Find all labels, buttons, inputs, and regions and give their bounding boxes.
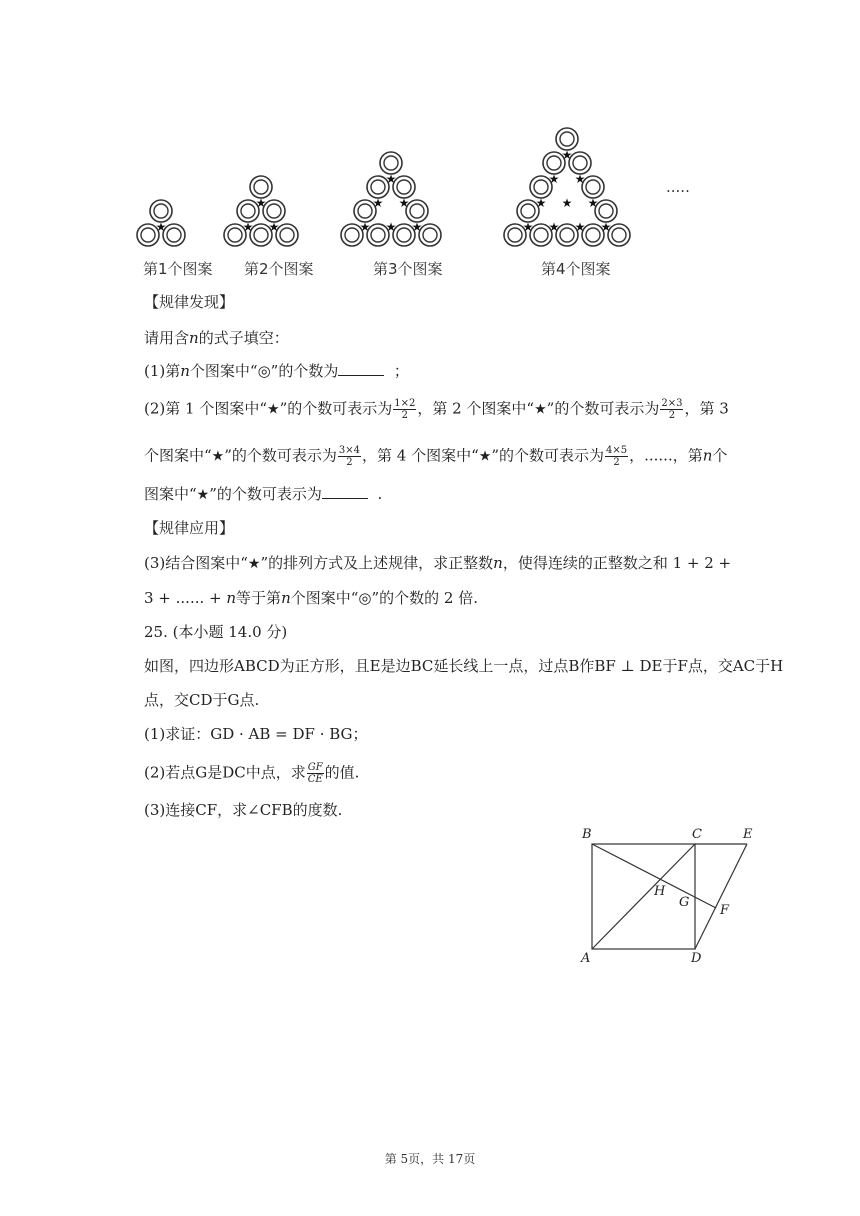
- double-circle-inner: [358, 204, 372, 218]
- double-circle-inner: [586, 180, 600, 194]
- fraction-2: $\frac{2\times 3}{2}$: [661, 398, 683, 421]
- star-icon: ★: [587, 196, 599, 210]
- question-2-line-1: (2)第 1 个图案中“★”的个数可表示为 $\frac{1\times 2}{2}$ ，第 2 个图案中“★”的个数可表示为 $\frac{2\times 3}{2}$ ，第 3: [144, 398, 729, 421]
- figure-label-4: 第4个图案: [541, 260, 611, 278]
- double-circle-inner: [410, 204, 424, 218]
- label-B: B: [582, 827, 592, 842]
- double-circle-inner: [534, 180, 548, 194]
- figure-label-2: 第2个图案: [244, 260, 314, 278]
- double-circle-inner: [508, 228, 522, 242]
- star-icon: ★: [574, 220, 586, 234]
- double-circle-inner: [371, 180, 385, 194]
- star-icon: ★: [561, 196, 573, 210]
- intro-line: 请用含n的式子填空：: [144, 329, 289, 347]
- fraction-4: $\frac{4\times 5}{2}$: [606, 445, 628, 468]
- label-F: F: [720, 903, 730, 918]
- double-circle-inner: [254, 180, 268, 194]
- geometry-diagram: [570, 820, 770, 970]
- figure-label-3: 第3个图案: [373, 260, 443, 278]
- double-circle-inner: [573, 156, 587, 170]
- star-icon: ★: [385, 220, 397, 234]
- label-G: G: [679, 895, 690, 910]
- star-icon: ★: [534, 401, 547, 418]
- label-H: H: [654, 884, 666, 899]
- star-icon: ★: [359, 220, 371, 234]
- section-heading-apply: 【规律应用】: [144, 519, 235, 537]
- problem-25-part-3: (3)连接CF，求∠CFB的度数.: [144, 801, 343, 819]
- pattern-figures: [130, 100, 710, 255]
- star-icon: ★: [255, 196, 267, 210]
- double-circle-inner: [560, 228, 574, 242]
- double-circle-inner: [547, 156, 561, 170]
- star-icon: ★: [155, 220, 167, 234]
- problem-25-part-2: (2)若点G是DC中点，求 $\frac{GF}{CE}$ 的值.: [144, 762, 360, 785]
- fraction-1: $\frac{1\times 2}{2}$: [394, 398, 416, 421]
- problem-25-statement-2: 点，交CD于G点.: [144, 691, 260, 709]
- page-footer: 第 5页，共 17页: [384, 1152, 476, 1166]
- star-icon: ★: [372, 196, 384, 210]
- label-D: D: [691, 951, 702, 966]
- double-circle-inner: [612, 228, 626, 242]
- star-icon: ★: [548, 220, 560, 234]
- double-circle-inner: [154, 204, 168, 218]
- double-circle-inner: [280, 228, 294, 242]
- fraction-gf-ce: $\frac{GF}{CE}$: [307, 762, 323, 785]
- star-icon: ★: [268, 220, 280, 234]
- problem-25-statement-1: 如图，四边形ABCD为正方形，且E是边BC延长线上一点，过点B作BF ⊥ DE于F点，交AC于H: [144, 657, 784, 675]
- star-icon: ★: [535, 196, 547, 210]
- answer-blank-2: [322, 484, 368, 499]
- question-3-line-2: 3 + ...... + n等于第n个图案中“◎”的个数的 2 倍.: [144, 589, 479, 607]
- star-icon: ★: [411, 220, 423, 234]
- question-2-line-2: 个图案中“★”的个数可表示为 $\frac{3\times 4}{2}$ ，第 4 个图案中“★”的个数可表示为 $\frac{4\times 5}{2}$ ，......，第n个: [144, 445, 728, 468]
- double-circle-inner: [141, 228, 155, 242]
- question-2-line-3: 图案中“★”的个数可表示为 .: [144, 485, 383, 503]
- double-circle-inner: [423, 228, 437, 242]
- double-circle-inner: [241, 204, 255, 218]
- double-circle-inner: [397, 228, 411, 242]
- double-circle-inner: [560, 132, 574, 146]
- label-E: E: [743, 827, 753, 842]
- double-circle-inner: [167, 228, 181, 242]
- double-circle-inner: [521, 204, 535, 218]
- fraction-3: $\frac{3\times 4}{2}$: [338, 445, 361, 468]
- star-icon: ★: [600, 220, 612, 234]
- star-icon: ★: [247, 556, 261, 572]
- star-icon: ★: [196, 487, 210, 503]
- problem-25-title: 25. (本小题 14.0 分): [144, 623, 288, 641]
- star-icon: ★: [211, 448, 225, 465]
- double-circle-inner: [345, 228, 359, 242]
- double-circle-inner: [586, 228, 600, 242]
- double-circle-inner: [534, 228, 548, 242]
- double-circle-inner: [228, 228, 242, 242]
- double-circle-inner: [254, 228, 268, 242]
- star-icon: ★: [548, 172, 560, 186]
- segment-de: [695, 844, 747, 949]
- double-circle-inner: [397, 180, 411, 194]
- star-icon: ★: [267, 401, 280, 418]
- star-icon: ★: [398, 196, 410, 210]
- problem-25-part-1: (1)求证：GD · AB = DF · BG；: [144, 725, 368, 743]
- double-circle-inner: [599, 204, 613, 218]
- figure-ellipsis: .....: [666, 178, 690, 196]
- star-icon: ★: [478, 448, 492, 465]
- label-C: C: [692, 827, 702, 842]
- answer-blank-1: [338, 361, 384, 376]
- question-1: (1)第n个图案中“◎”的个数为 ；: [144, 362, 409, 380]
- section-heading-discover: 【规律发现】: [144, 293, 235, 311]
- star-icon: ★: [561, 148, 573, 162]
- star-icon: ★: [522, 220, 534, 234]
- figure-label-1: 第1个图案: [143, 260, 213, 278]
- double-circle-inner: [384, 156, 398, 170]
- star-icon: ★: [574, 172, 586, 186]
- label-A: A: [581, 951, 591, 966]
- double-circle-inner: [267, 204, 281, 218]
- double-circle-inner: [371, 228, 385, 242]
- star-icon: ★: [242, 220, 254, 234]
- star-icon: ★: [385, 172, 397, 186]
- question-3-line-1: (3)结合图案中“★”的排列方式及上述规律，求正整数n，使得连续的正整数之和 1 + 2 +: [144, 554, 732, 572]
